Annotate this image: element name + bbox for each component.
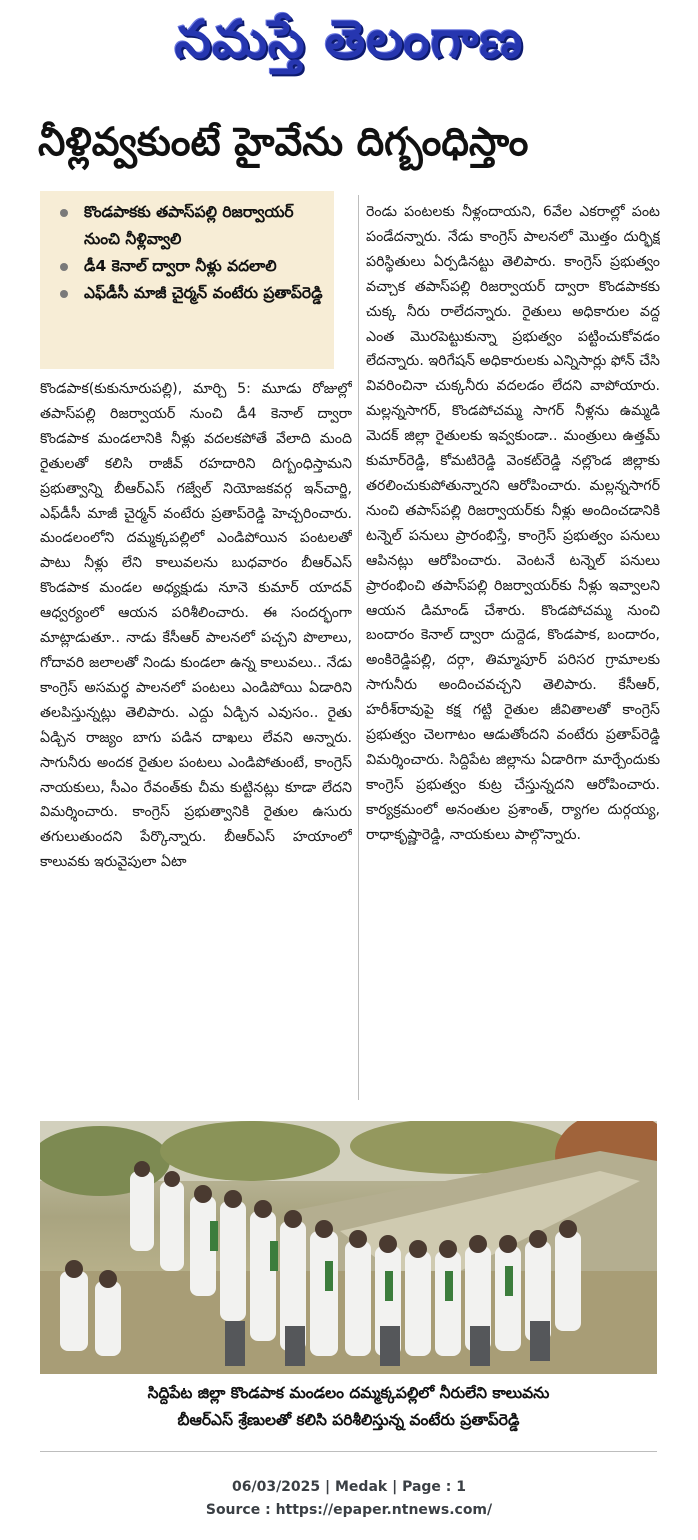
highlight-item [54, 280, 326, 307]
photo-caption [40, 1380, 657, 1436]
footer-date-edition: 06/03/2025 | Medak | Page : 1 [231, 1479, 467, 1495]
column-divider [358, 195, 359, 1100]
news-photo [40, 1121, 657, 1374]
highlight-text: కొండపాకకు తపాస్‌పల్లి రిజర్వాయర్ నుంచి నీళ్లివ్వాలి [84, 203, 294, 248]
highlight-item [54, 199, 326, 253]
highlight-text: ఎఫ్‌డీసీ మాజీ చైర్మన్ వంటేరు ప్రతాప్‌రెడ్డి [84, 284, 323, 302]
news-photo-illustration [40, 1121, 657, 1374]
footer-divider [40, 1451, 657, 1452]
article-body-right: రెండు పంటలకు నీళ్లందాయని, 6వేల ఎకరాల్లో పంట పండేదన్నారు. నేడు కాంగ్రెస్ పాలనలో మొత్తం దుర్భిక్ష పరిస్థితులు ఏర్పడినట్టు తెలిపారు. కాంగ్రెస్ ప్రభుత్వం వచ్చాక తపాస్‌పల్లి రిజర్వాయర్ ద్వారా కొండపాకకు చుక్క నీరు రాలేదన్నారు. రైతులు అధికారుల వద్ద ఎంత మొరపెట్టుకున్నా ప్రభుత్వం పట్టించుకోవడం లేదన్నారు. ఇరిగేషన్ అధికారులకు ఎన్నిసార్లు ఫోన్ చేసి వివరించినా చుక్కనీరు వదలడం లేదని వాపోయారు. మల్లన్నసాగర్, కొండపోచమ్మ సాగర్ నీళ్లను ఉమ్మడి మెదక్ జిల్లా రైతులకు ఇవ్వకుండా.. మంత్రులు ఉత్తమ్ కుమార్‌రెడ్డి, కోమటిరెడ్డి వెంకట్‌రెడ్డి నల్లొండ జిల్లాకు తరలించుకుపోతున్నారని ఆరోపించారు. మల్లన్నసాగర్ నుంచి తపాస్‌పల్లి రిజర్వాయర్‌కు నీళ్లు అందించడానికి టన్నెల్ పనులు ప్రారంభిస్తే, కాంగ్రెస్ ప్రభుత్వం పనులు ఆపినట్లు ఆరోపించారు. వెంటనే టన్నెల్ పనులు ప్రారంభించి తపాస్‌పల్లి రిజర్వాయర్‌కు నీళ్లు ఇవ్వాలని ఆయన డిమాండ్ చేశారు. కొండపోచమ్మ నుంచి బందారం కెనాల్ ద్వారా దుద్దెడ, కొండపాక, బందారం, అంకిరెడ్డిపల్లి, దర్గా, తిమ్మాపూర్ పరిసర గ్రామాలకు సాగునీరు అందించవచ్చని తెలిపారు. కేసీఆర్, హరీశ్‌రావుపై కక్ష గట్టి రైతుల జీవితాలతో కాంగ్రెస్ ప్రభుత్వం చెలగాటం ఆడుతోందని వంటేరు ప్రతాప్‌రెడ్డి విమర్శించారు. సిద్దిపేట జిల్లాను ఏడారిగా మార్చేందుకు కాంగ్రెస్ ప్రభుత్వం కుట్ర చేస్తున్నదని ఆరోపించారు. కార్యక్రమంలో అనంతుల ప్రశాంత్, ర్యాగల దుర్గయ్య, రాధాకృష్ణారెడ్డి, నాయకులు పాల్గొన్నారు. [366, 204, 660, 843]
newspaper-masthead [0, 4, 698, 76]
bullet-icon [60, 209, 68, 217]
article-column-left [40, 377, 352, 1097]
caption-line-1: సిద్దిపేట జిల్లా కొండపాక మండలం దమ్మక్కపల్లిలో నీరులేని కాలువను [147, 1384, 550, 1402]
masthead-title: నమస్తే తెలంగాణ [174, 10, 524, 70]
highlight-item [54, 253, 326, 280]
article-body-left: కొండపాక(కుకునూరుపల్లి), మార్చి 5: మూడు రోజుల్లో తపాస్‌పల్లి రిజర్వాయర్ నుంచి డీ4 కెనాల్ ద్వారా కొండపాక మండలానికి నీళ్లు వదలకపోతే వేలాది మంది రైతులతో కలిసి రాజీవ్ రహదారిని దిగ్బంధిస్తామని ప్రభుత్వాన్ని బీఆర్‌ఎస్ గజ్వేల్ నియోజకవర్గ ఇన్‌చార్జి, ఎఫ్‌డీసీ మాజీ చైర్మన్ వంటేరు ప్రతాప్‌రెడ్డి హెచ్చరించారు. మండలంలోని దమ్మక్కపల్లిలో ఎండిపోయిన పంటలతో పాటు నీళ్లు లేని కాలువలను బుధవారం బీఆర్‌ఎస్ కొండపాక మండల అధ్యక్షుడు నూనె కుమార్ యాదవ్ ఆధ్వర్యంలో ఆయన పరిశీలించారు. ఈ సందర్భంగా మాట్లాడుతూ.. నాడు కేసీఆర్ పాలనలో పచ్చని పొలాలు, గోదావరి జలాలతో నిండు కుండలా ఉన్న కాలువలు.. నేడు కాంగ్రెస్ అసమర్థ పాలనలో పంటలు ఎండిపోయి ఏడారిని తలపిస్తున్నట్లు తెలిపారు. ఎద్దు ఏడ్చిన ఎవుసం.. రైతు ఏడ్చిన రాజ్యం బాగు పడిన దాఖలు లేవని అన్నారు. సాగునీరు అందక రైతుల పంటలు ఎండిపోతుంటే, కాంగ్రెస్ నాయకులు, సీఎం రేవంత్‌కు చీమ కుట్టినట్లు కూడా లేదని విమర్శించారు. కాంగ్రెస్ ప్రభుత్వానికి రైతుల ఉసురు తగులుతుందని పేర్కొన్నారు. బీఆర్‌ఎస్ హయాంలో కాలువకు ఇరువైపులా ఏటా [40, 381, 352, 871]
page-footer [0, 1476, 698, 1522]
footer-source: Source : https://epaper.ntnews.com/ [205, 1502, 493, 1518]
bullet-icon [60, 290, 68, 298]
article-headline: నీళ్లివ్వకుంటే హైవేను దిగ్బంధిస్తాం [38, 120, 529, 165]
bullet-icon [60, 263, 68, 271]
highlights-box [40, 191, 334, 369]
highlight-text: డీ4 కెనాల్ ద్వారా నీళ్లు వదలాలి [84, 257, 277, 275]
article-column-right [366, 200, 660, 1100]
caption-line-2: బీఆర్‌ఎస్ శ్రేణులతో కలిసి పరిశీలిస్తున్న వంటేరు ప్రతాప్‌రెడ్డి [177, 1411, 520, 1429]
